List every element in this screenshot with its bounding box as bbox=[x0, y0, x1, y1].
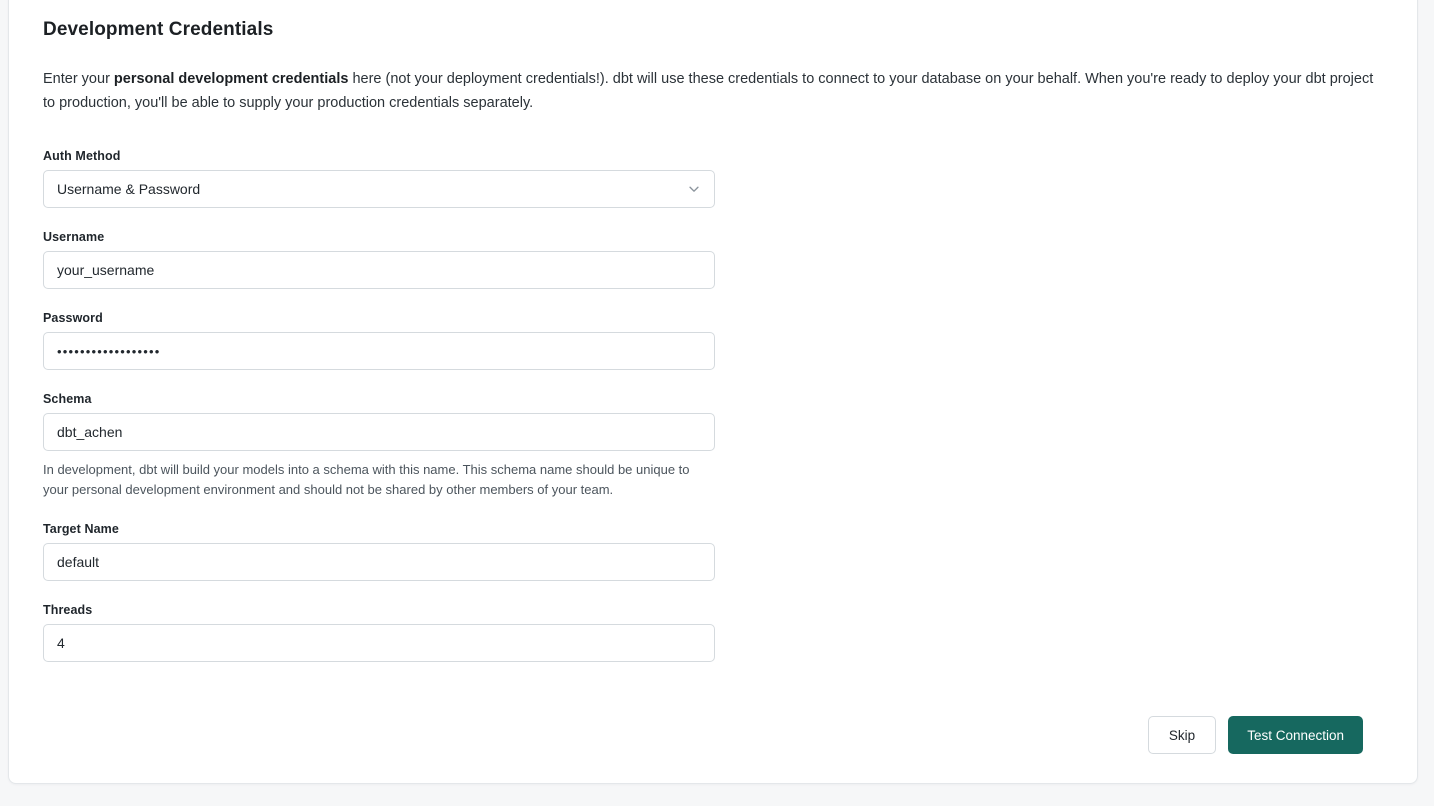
field-target-name bbox=[43, 522, 715, 581]
threads-label: Threads bbox=[43, 603, 93, 617]
password-input-wrapper[interactable] bbox=[43, 332, 715, 370]
threads-input[interactable] bbox=[57, 625, 701, 661]
intro-text-bold: personal development credentials bbox=[113, 71, 349, 87]
chevron-down-icon bbox=[687, 182, 701, 196]
threads-input-wrapper[interactable] bbox=[43, 624, 715, 662]
password-input[interactable] bbox=[57, 333, 701, 369]
field-threads bbox=[43, 603, 715, 662]
intro-text-before: Enter your bbox=[43, 71, 114, 87]
username-input[interactable] bbox=[57, 252, 701, 288]
password-label: Password bbox=[43, 311, 103, 325]
page-title: Development Credentials bbox=[43, 19, 274, 40]
development-credentials-card bbox=[8, 0, 1418, 784]
schema-helper-text: In development, dbt will build your models into a schema with this name. This schema name should be unique to your personal development environment and should not be shared by other members of your team. bbox=[43, 462, 690, 497]
field-password bbox=[43, 311, 715, 370]
form-actions bbox=[1148, 716, 1363, 754]
username-label: Username bbox=[43, 230, 105, 244]
target-name-input[interactable] bbox=[57, 544, 701, 580]
field-schema bbox=[43, 392, 715, 500]
schema-label: Schema bbox=[43, 392, 92, 406]
schema-input[interactable] bbox=[57, 414, 701, 450]
auth-method-select[interactable] bbox=[43, 170, 715, 208]
skip-button[interactable]: Skip bbox=[1148, 716, 1216, 754]
schema-input-wrapper[interactable] bbox=[43, 413, 715, 451]
target-name-label: Target Name bbox=[43, 522, 119, 536]
auth-method-value: Username & Password bbox=[57, 181, 201, 197]
intro-text-after: here (not your deployment credentials!). dbt will use these credentials to connect to your database on your behalf. When you're ready to deploy your dbt project to production, you'll be able to supply your production credentials separately. bbox=[43, 71, 1374, 111]
field-auth-method bbox=[43, 149, 715, 208]
username-input-wrapper[interactable] bbox=[43, 251, 715, 289]
test-connection-button[interactable]: Test Connection bbox=[1228, 716, 1363, 754]
target-name-input-wrapper[interactable] bbox=[43, 543, 715, 581]
field-username bbox=[43, 230, 715, 289]
intro-paragraph bbox=[43, 67, 1383, 115]
auth-method-label: Auth Method bbox=[43, 149, 121, 163]
